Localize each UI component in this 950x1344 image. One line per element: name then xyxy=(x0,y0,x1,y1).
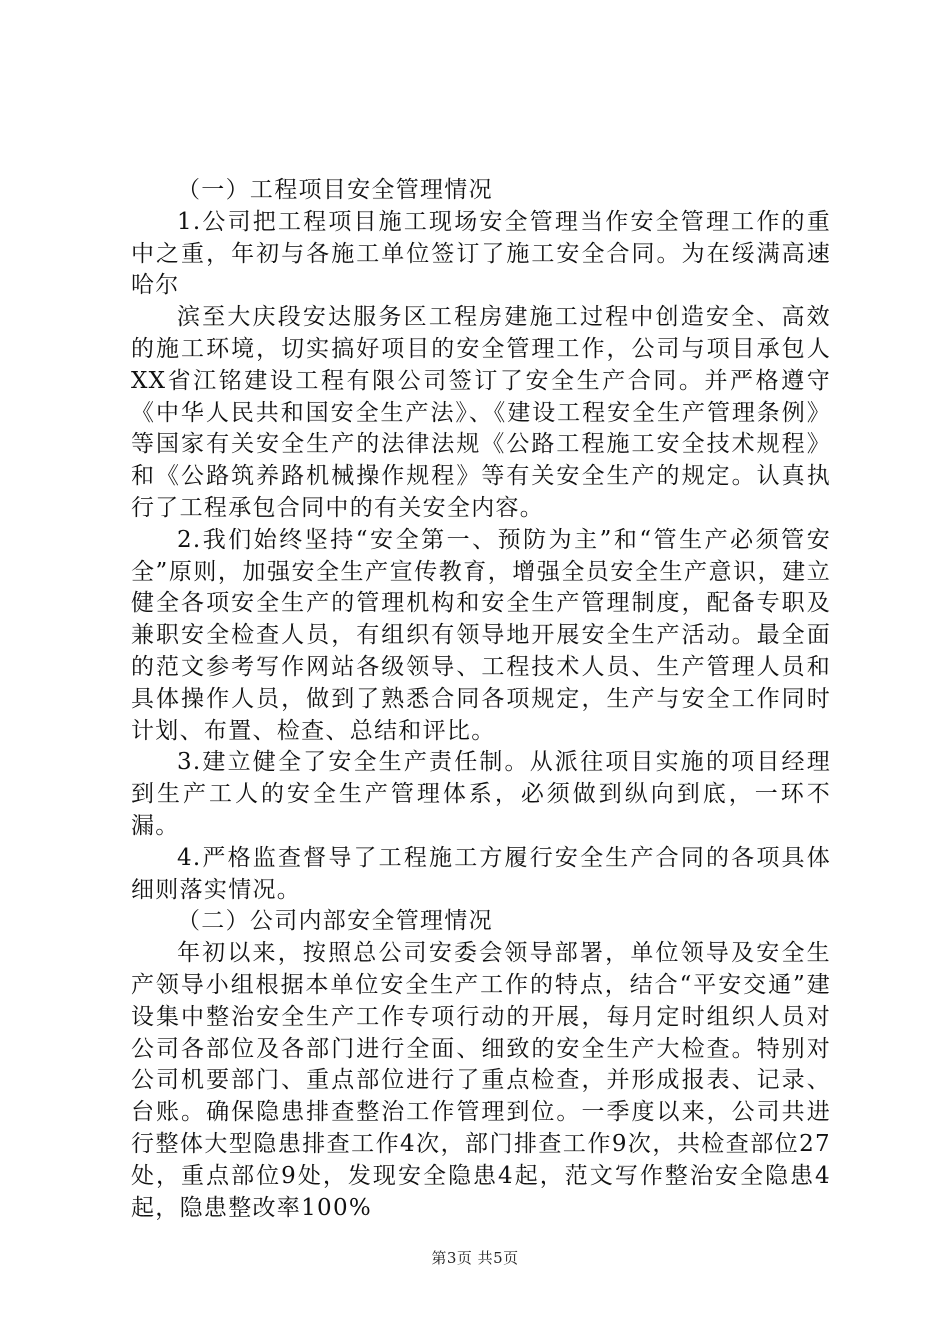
paragraph-item-4: 4.严格监查督导了工程施工方履行安全生产合同的各项具体细则落实情况。 xyxy=(131,844,831,903)
section-heading-2: （二）公司内部安全管理情况 xyxy=(177,908,493,935)
paragraph-item-1: 1.公司把工程项目施工现场安全管理当作安全管理工作的重中之重，年初与各施工单位签订了施工安全合同。为在绥满高速哈尔 xyxy=(131,208,831,299)
paragraph-item-2: 2.我们始终坚持“安全第一、预防为主”和“管生产必须管安全”原则，加强安全生产宣传教育，增强全员安全生产意识，建立健全各项安全生产的管理机构和安全生产管理制度，配备专职及兼职安全检查人员，有组织有领导地开展安全生产活动。最全面的范文参考写作网站各级领导、工程技术人员、生产管理人员和具体操作人员，做到了熟悉合同各项规定，生产与安全工作同时计划、布置、检查、总结和评比。 xyxy=(131,526,831,744)
section-heading-1: （一）工程项目安全管理情况 xyxy=(177,177,493,203)
paragraph-item-1-continued: 滨至大庆段安达服务区工程房建施工过程中创造安全、高效的施工环境，切实搞好项目的安全管理工作，公司与项目承包人XX省江铭建设工程有限公司签订了安全生产合同。并严格遵守《中华人民共和国安全生产法》、《建设工程安全生产管理条例》等国家有关安全生产的法律法规《公路工程施工安全技术规程》和《公路筑养路机械操作规程》等有关安全生产的规定。认真执行了工程承包合同中的有关安全内容。 xyxy=(131,304,831,521)
page-number-footer: 第3页 共5页 xyxy=(431,1249,519,1267)
document-body xyxy=(131,175,831,1224)
paragraph-internal-safety: 年初以来，按照总公司安委会领导部署，单位领导及安全生产领导小组根据本单位安全生产工作的特点，结合“平安交通”建设集中整治安全生产工作专项行动的开展，每月定时组织人员对公司各部位及各部门进行全面、细致的安全生产大检查。特别对公司机要部门、重点部位进行了重点检查，并形成报表、记录、台账。确保隐患排查整治工作管理到位。一季度以来，公司共进行整体大型隐患排查工作4次，部门排查工作9次，共检查部位27处，重点部位9处，发现安全隐患4起，范文写作整治安全隐患4起，隐患整改率100% xyxy=(131,940,831,1221)
paragraph-item-3: 3.建立健全了安全生产责任制。从派往项目实施的项目经理到生产工人的安全生产管理体系，必须做到纵向到底，一环不漏。 xyxy=(131,749,831,839)
